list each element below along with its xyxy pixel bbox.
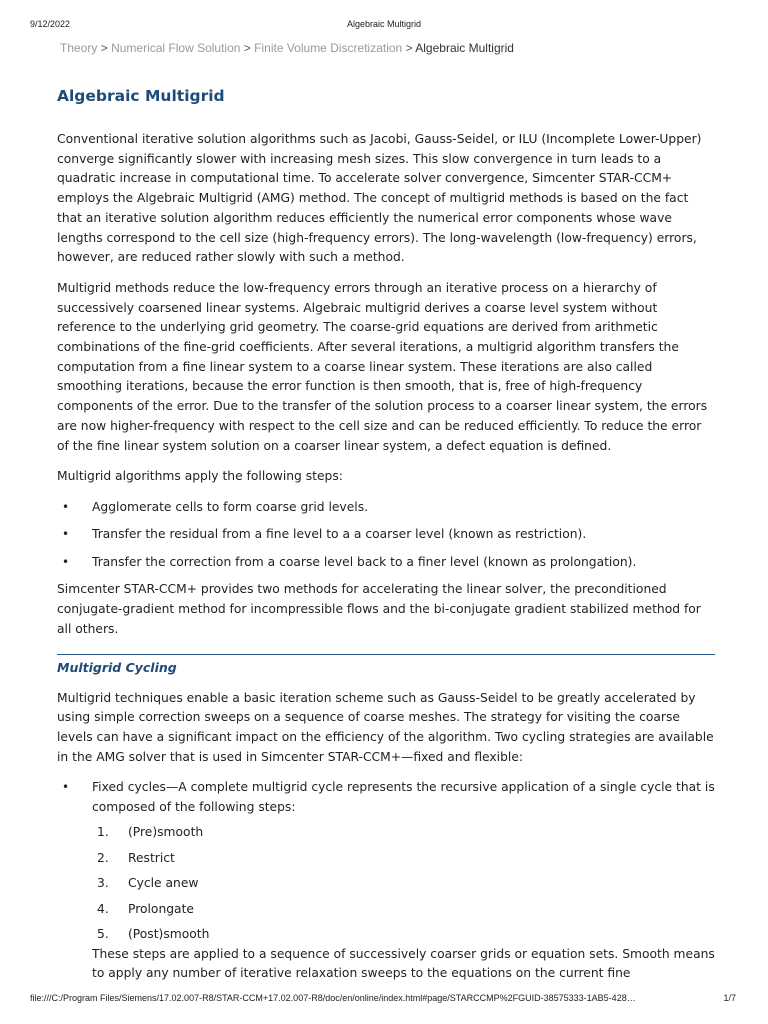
step-label: (Pre)smooth [128,825,204,840]
solver-methods-paragraph: Simcenter STAR-CCM+ provides two methods for accelerating the linear solver, the preconditioned conjugate-gradient method for incompressible flows and the bi-conjugate gradient stabilized method for all others. [57,582,701,636]
print-header [0,0,768,40]
step-label: Restrict [128,850,175,865]
list-item [92,874,715,894]
list-item [92,823,715,843]
breadcrumb-separator: > [243,41,251,55]
breadcrumb [60,41,514,55]
breadcrumb-separator: > [405,41,413,55]
main-content [57,84,715,984]
after-steps-text: These steps are applied to a sequence of successively coarser grids or equation sets. Smooth means to apply any number of iterative relaxation sweeps to the equations on the current fine [92,946,715,981]
cycle-steps-list [92,823,715,945]
breadcrumb-link-finite-volume-discretization[interactable]: Finite Volume Discretization [254,41,403,55]
print-title: Algebraic Multigrid [346,19,422,29]
step-number: 3. [97,876,109,891]
list-item-text: Agglomerate cells to form coarse grid levels. [92,499,369,514]
list-item-text: Transfer the correction from a coarse level back to a finer level (known as prolongation). [92,554,637,569]
step-number: 1. [97,825,109,840]
breadcrumb-link-theory[interactable]: Theory [60,41,98,55]
cycling-strategies-list [57,778,715,984]
page-title: Algebraic Multigrid [57,87,225,105]
step-label: Cycle anew [128,876,199,891]
step-number: 5. [97,927,109,942]
print-footer [0,991,768,1011]
multigrid-paragraph: Multigrid methods reduce the low-frequency errors through an iterative process on a hierarchy of successively coarsened linear systems. Algebraic multigrid derives a coarse level system without reference to the underlying grid geometry. The coarse-grid equations are derived from arithmetic combinations of the fine-grid coefficients. After several iterations, a multigrid algorithm transfers the computation from a fine linear system to a coarse linear system. These iterations are also called smoothing iterations, because the error function is then smooth, that is, free of high-frequency components of the error. Due to the transfer of the solution process to a coarser linear system, the errors are now higher-frequency with respect to the cell size and can be reduced efficiently. To reduce the error of the fine linear system solution on a coarser linear system, a defect equation is defined. [57,280,708,453]
section-title: Multigrid Cycling [57,659,177,675]
bullet-icon: • [62,499,70,514]
footer-page-number: 1/7 [723,993,736,1003]
bullet-icon: • [62,527,70,542]
list-item [57,498,715,518]
list-item [57,778,715,984]
intro-paragraph: Conventional iterative solution algorithms such as Jacobi, Gauss-Seidel, or ILU (Incomplete Lower-Upper) converge significantly slower with increasing mesh sizes. This slow convergence in turn leads to a quadratic increase in computational time. To accelerate solver convergence, Simcenter STAR-CCM+ employs the Algebraic Multigrid (AMG) method. The concept of multigrid methods is based on the fact that an iterative solution algorithm reduces efficiently the numerical error components whose wave lengths correspond to the cell size (high-frequency errors). The long-wavelength (low-frequency) errors, however, are reduced rather slowly with such a method. [57,132,702,265]
list-item [92,925,715,945]
step-number: 2. [97,850,109,865]
steps-intro-paragraph: Multigrid algorithms apply the following steps: [57,469,343,484]
section-divider [57,654,715,655]
steps-list [57,498,715,573]
breadcrumb-link-numerical-flow-solution[interactable]: Numerical Flow Solution [111,41,241,55]
list-item [57,525,715,545]
list-item-text: Transfer the residual from a fine level to a a coarser level (known as restriction). [92,527,587,542]
bullet-icon: • [62,554,70,569]
breadcrumb-current: Algebraic Multigrid [415,41,514,55]
list-item [92,900,715,920]
step-number: 4. [97,901,109,916]
list-item [92,849,715,869]
breadcrumb-separator: > [100,41,108,55]
step-label: Prolongate [128,901,194,916]
bullet-icon: • [62,780,70,795]
footer-url: file:///C:/Program Files/Siemens/17.02.007-R8/STAR-CCM+17.02.007-R8/doc/en/online/index.html#page/STARCCMP%2FGUID-38575333-1AB5-428… [30,993,636,1003]
step-label: (Post)smooth [128,927,210,942]
cycling-intro-paragraph: Multigrid techniques enable a basic iteration scheme such as Gauss-Seidel to be greatly accelerated by using simple correction sweeps on a sequence of coarse meshes. The strategy for visiting the coarse levels can have a significant impact on the efficiency of the algorithm. Two cycling strategies are available in the AMG solver that is used in Simcenter STAR-CCM+—fixed and flexible: [57,690,714,764]
fixed-cycles-text: Fixed cycles—A complete multigrid cycle represents the recursive application of a single cycle that is composed of the following steps: [92,780,715,814]
list-item [57,553,715,573]
print-date: 9/12/2022 [30,19,71,29]
